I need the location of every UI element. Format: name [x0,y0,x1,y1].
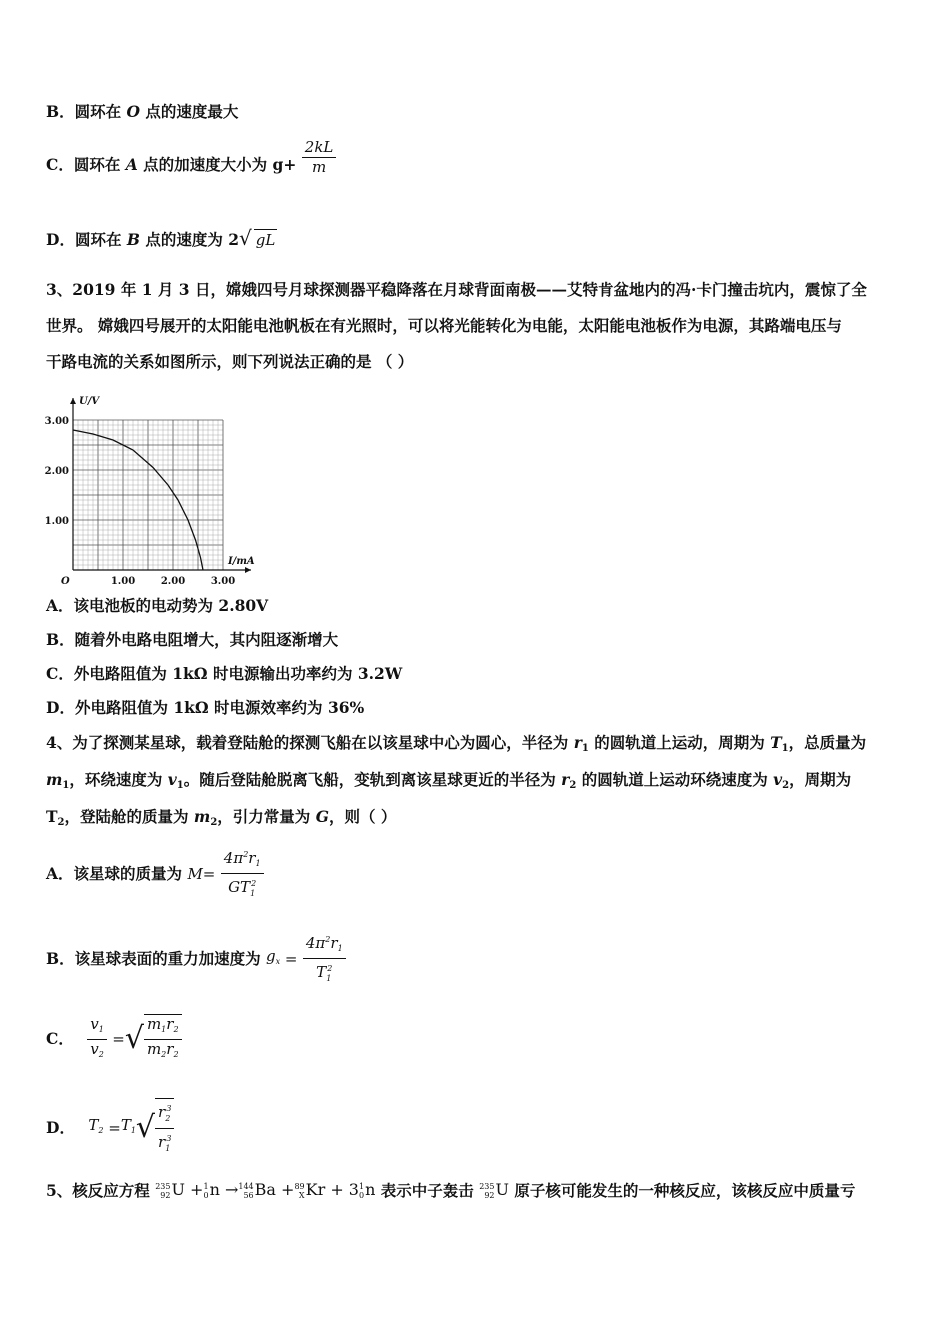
q4-option-c: C． $\frac{v_1}{v_2}$ =√ $\frac{m_1r_2}{m_2r_2}$ [46,1014,182,1068]
x-axis-label: I/mA [228,556,255,567]
q3-stem-line3: 干路电流的关系如图所示，则下列说法正确的是 （ ） [46,352,414,371]
q4-option-d: D． $T_2 =T_1√$ $\frac{r_2^3}{r_1^3}$ [46,1098,174,1152]
x-tick-label: 3.00 [210,576,236,587]
q3-stem-line1: 3、2019 年 1 月 3 日，嫦娥四号月球探测器平稳降落在月球背面南极——艾特肯盆地内的冯·卡门撞击坑内，震惊了全 [46,280,867,299]
q4-stem-line3: $T_2$，登陆舱的质量为 $m_2$，引力常量为 G，则（ ） [46,807,397,828]
y-axis-label: U/V [79,396,100,407]
x-tick-label: 1.00 [110,576,136,587]
x-axis-arrow [245,567,251,573]
q4-b-fraction: $\frac{4\pi^2r_1}{T_1^2}$ [303,930,346,988]
q2-option-b: B．圆环在 O 点的速度最大 [46,102,239,121]
q3-option-c: C．外电路阻值为 1kΩ 时电源输出功率约为 3.2W [46,664,403,683]
x-tick-label: 2.00 [160,576,186,587]
q2-option-c: C．圆环在 A 点的加速度大小为 g+ $\frac{2kL}{m}$ [46,138,336,182]
q3-option-d: D．外电路阻值为 1kΩ 时电源效率约为 36% [46,698,365,717]
q2-option-d: D．圆环在 B 点的速度为 2√ gL [46,226,276,250]
origin-label: O [61,576,70,587]
q4-a-fraction: $\frac{4\pi^2r_1}{GT_1^2}$ [221,845,264,903]
q3-option-a: A．该电池板的电动势为 2.80V [46,596,269,615]
q3-stem-line2: 世界。 嫦娥四号展开的太阳能电池帆板在有光照时，可以将光能转化为电能，太阳能电池板作为电源，其路端电压与 [46,316,842,335]
y-tick-label: 2.00 [44,466,69,477]
nuclear-equation: 235 92U +1 0n →144 56Ba +89 XKr + 31 0n [155,1180,376,1200]
q4-stem-line2: $m_1$，环绕速度为 $v_1$。随后登陆舱脱离飞船，变轨到离该星球更近的半径为 $r_2$ 的圆轨道上运动环绕速度为 $v_2$，周期为 [46,770,852,791]
q3-option-b: B．随着外电路电阻增大，其内阻逐渐增大 [46,630,339,649]
u-i-chart [40,392,260,588]
y-tick-label: 1.00 [44,516,69,527]
q2-c-fraction: $\frac{2kL}{m}$ [302,138,337,177]
q5-stem: 5、核反应方程 235 92U +1 0n →144 56Ba +89 XKr + 31 0n 表示中子轰击 235 92U 原子核可能发生的一种核反应，该核反应中质量亏 [46,1180,856,1200]
y-axis-arrow [70,398,76,404]
y-tick-label: 3.00 [44,416,69,427]
q4-option-a: A．该星球的质量为 M= $\frac{4\pi^2r_1}{GT_1^2}$ [46,845,264,895]
q4-option-b: B．该星球表面的重力加速度为 $g_x$ = $\frac{4\pi^2r_1}{T_1^2}$ [46,930,346,980]
q4-stem-line1: 4、为了探测某星球，载着登陆舱的探测飞船在以该星球中心为圆心，半径为 $r_1$ 的圆轨道上运动，周期为 $T_1$，总质量为 [46,733,867,754]
